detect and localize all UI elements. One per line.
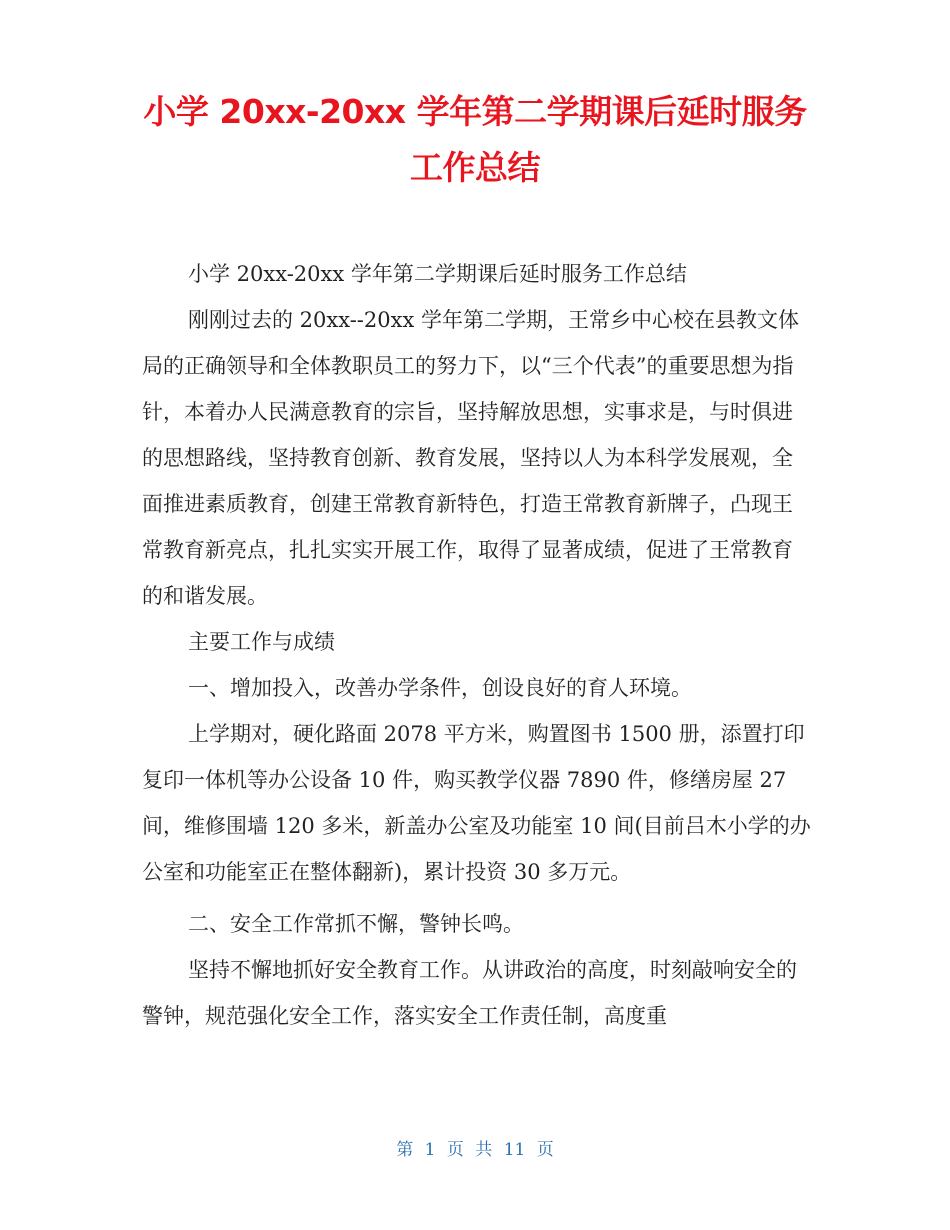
paragraph-safety: 坚持不懈地抓好安全教育工作。从讲政治的高度，时刻敲响安全的警钟，规范强化安全工作，落实安全工作责任制，高度重 [142, 958, 797, 1028]
document-title [90, 84, 860, 196]
section-heading-investment: 一、增加投入，改善办学条件，创设良好的育人环境。 [188, 676, 692, 700]
page-footer: 第 1 页 共 11 页 [396, 1140, 554, 1160]
paragraph-heading: 小学 20xx-20xx 学年第二学期课后延时服务工作总结 [188, 262, 687, 286]
paragraph-investment: 上学期对，硬化路面 2078 平方米，购置图书 1500 册，添置打印复印一体机等办公设备 10 件，购买教学仪器 7890 件，修缮房屋 27 间，维修围墙 120 多米，新盖办公室及功能室 10 间(目前吕木小学的办公室和功能室正在整体翻新)，累计投资 30 多万元。 [142, 722, 811, 884]
title-line-1: 小学 20xx-20xx 学年第二学期课后延时服务 [143, 92, 807, 131]
section-heading-safety: 二、安全工作常抓不懈，警钟长鸣。 [188, 912, 524, 936]
document-body [142, 251, 812, 1039]
title-line-2: 工作总结 [410, 148, 540, 187]
paragraph-intro: 刚刚过去的 20xx--20xx 学年第二学期，王常乡中心校在县教文体局的正确领导和全体教职员工的努力下，以“三个代表”的重要思想为指针，本着办人民满意教育的宗旨，坚持解放思想，实事求是，与时俱进的思想路线，坚持教育创新、教育发展，坚持以人为本科学发展观，全面推进素质教育，创建王常教育新特色，打造王常教育新牌子，凸现王常教育新亮点，扎扎实实开展工作，取得了显著成绩，促进了王常教育的和谐发展。 [142, 308, 799, 608]
section-heading-main-work: 主要工作与成绩 [188, 630, 335, 654]
